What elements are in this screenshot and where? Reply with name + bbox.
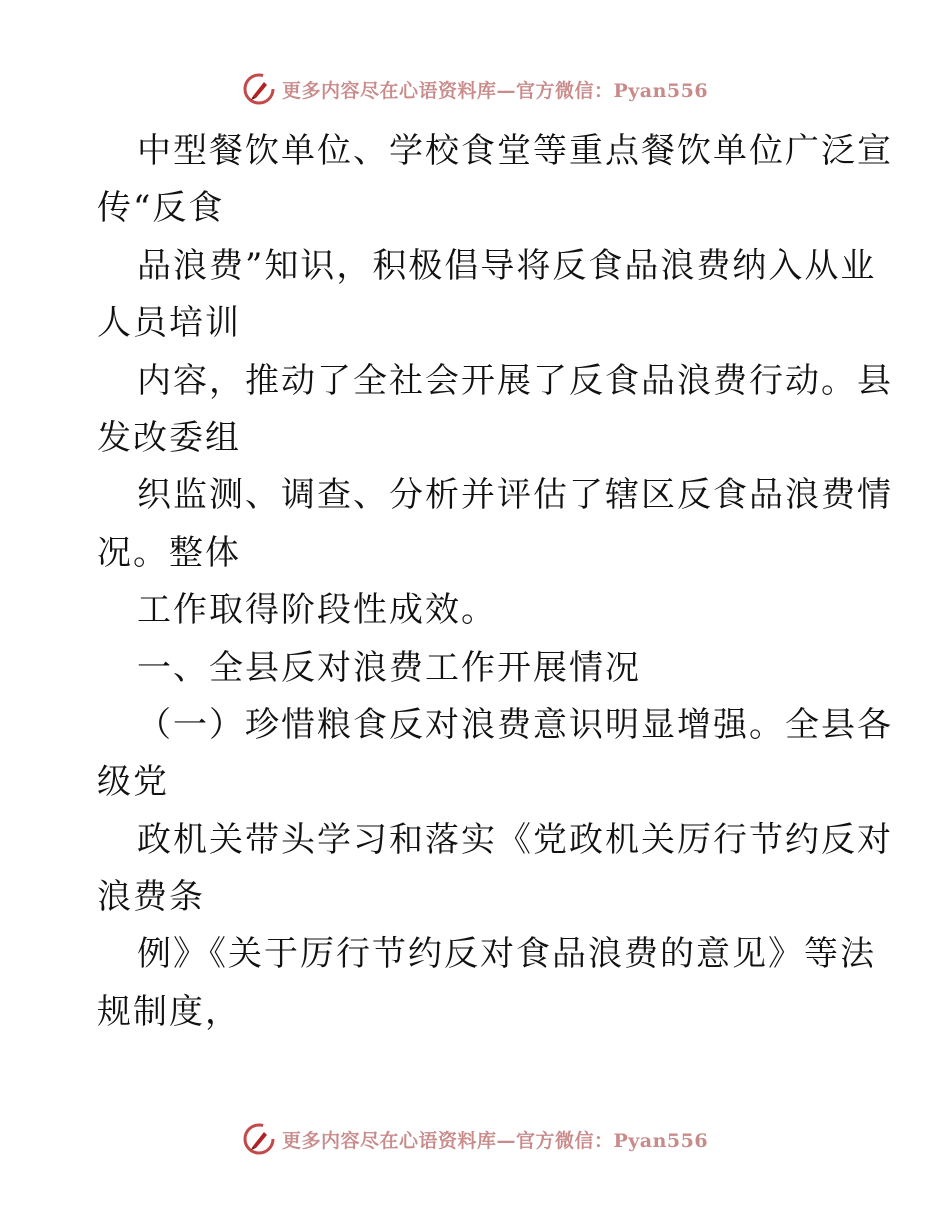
paragraph-line: 级党 — [97, 762, 169, 803]
paragraph-line: 况。整体 — [97, 532, 241, 573]
paragraph-line: （一）珍惜粮食反对浪费意识明显增强。全县各 — [137, 704, 893, 745]
watermark-text: 更多内容尽在心语资料库—官方微信：Pyan556 — [281, 79, 709, 102]
paragraph-line: 工作取得阶段性成效。 — [137, 590, 497, 631]
paragraph-line: 浪费条 — [97, 877, 205, 918]
header-watermark — [0, 72, 950, 106]
paragraph-line: 人员培训 — [97, 303, 241, 344]
paragraph-line: 传“反食 — [97, 188, 225, 229]
paragraph-line: 规制度， — [97, 991, 241, 1032]
paragraph-line: 内容，推动了全社会开展了反食品浪费行动。县 — [137, 360, 893, 401]
paragraph-line: 品浪费”知识，积极倡导将反食品浪费纳入从业 — [137, 245, 877, 286]
document-body — [97, 123, 893, 1041]
paragraph-line: 政机关带头学习和落实《党政机关厉行节约反对 — [137, 819, 893, 860]
paragraph-line: 例》《关于厉行节约反对食品浪费的意见》等法 — [137, 934, 876, 975]
watermark-text: 更多内容尽在心语资料库—官方微信：Pyan556 — [281, 1129, 709, 1152]
pen-in-circle-icon — [242, 1122, 276, 1156]
section-heading: 一、全县反对浪费工作开展情况 — [137, 647, 641, 688]
paragraph-line: 织监测、调查、分析并评估了辖区反食品浪费情 — [137, 475, 893, 516]
pen-in-circle-icon — [242, 72, 276, 106]
paragraph-line: 发改委组 — [97, 417, 241, 458]
footer-watermark — [0, 1122, 950, 1156]
paragraph-line: 中型餐饮单位、学校食堂等重点餐饮单位广泛宣 — [137, 131, 893, 171]
